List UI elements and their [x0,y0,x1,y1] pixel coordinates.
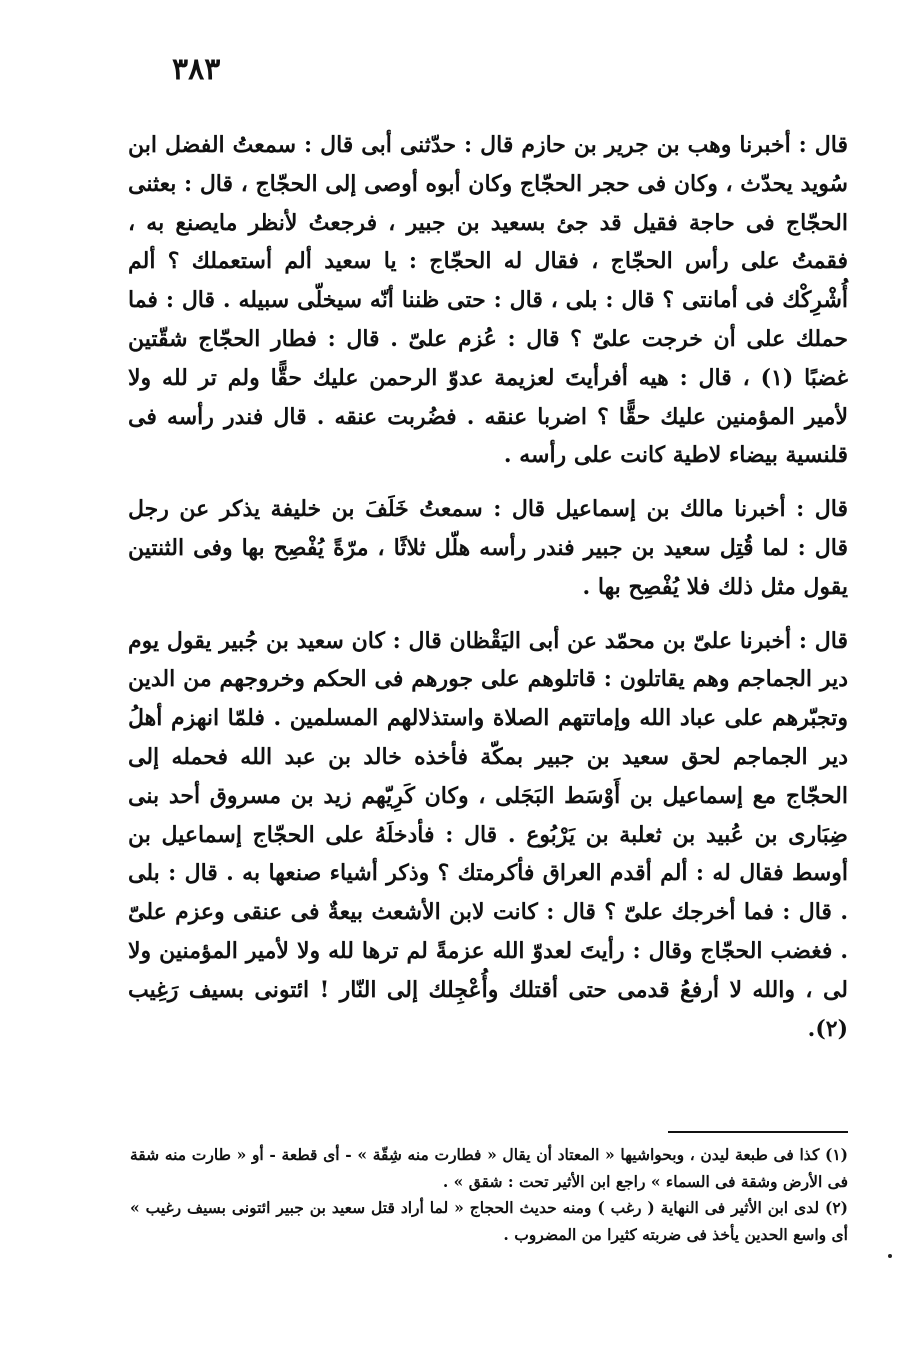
scan-speck [888,1254,892,1258]
footnote-2: (٢) لدى ابن الأثير فى النهاية ( رغب ) ومنه حديث الحجاج « لما أراد قتل سعيد بن جبير ائتونى بسيف رغيب » أى واسع الحدين يأخذ فى ضربته كثيرا من المضروب . [130,1198,848,1244]
paragraph-3: قال : أخبرنا علىّ بن محمّد عن أبى اليَقْظان قال : كان سعيد بن جُبير يقول يوم دير الجماجم وهم يقاتلون : قاتلوهم على جورهم فى الحكم وخروجهم من الدين وتجبّرهم على عباد الله وإماتتهم الصلاة واستذلالهم المسلمين . فلمّا انهزم أهلُ دير الجماجم لحق سعيد بن جبير بمكّة فأخذه خالد بن عبد الله فحمله إلى الحجّاج مع إسماعيل بن أَوْسَط البَجَلى ، وكان كَرِيّهم زيد بن مسروق أحد بنى ضِبَارى بن عُبيد بن ثعلبة بن يَرْبُوع . قال : فأدخلَهُ على الحجّاج إسماعيل بن أوسط فقال له : ألم أقدم العراق فأكرمتك ؟ وذكر أشياء صنعها به . قال : بلى . قال : فما أخرجك علىّ ؟ قال : كانت لابن الأشعث بيعةٌ فى عنقى وعزم علىّ . فغضب الحجّاج وقال : رأيتَ لعدوّ الله عزمةً لم ترها لله ولا لأمير المؤمنين ولا لى ، والله لا أرفعُ قدمى حتى أقتلك وأُعْجِلك إلى النّار ! ائتونى بسيف رَغِيب (٢). [128,627,848,1042]
page-number: ٣٨٣ [172,52,221,87]
footnote-separator [668,1131,848,1133]
paragraph-1: قال : أخبرنا وهب بن جرير بن حازم قال : حدّثنى أبى قال : سمعتُ الفضل ابن سُويد يحدّث ، وكان فى حجر الحجّاج وكان أبوه أوصى إلى الحجّاج ، قال : بعثنى الحجّاج فى حاجة فقيل قد جئ بسعيد بن جبير ، فرجعتُ لأنظر مايصنع به ، فقمتُ على رأس الحجّاج ، فقال له الحجّاج : يا سعيد ألم أستعملك ؟ ألم أُشْرِكْك فى أمانتى ؟ قال : بلى ، قال : حتى ظننا أنّه سيخلّى سبيله . قال : فما حملك على أن خرجت علىّ ؟ قال : عُزم علىّ . قال : فطار الحجّاج شقّتين غضبًا (١) ، قال : هيه أفرأيتَ لعزيمة عدوّ الرحمن عليك حقًّا ولم تر لله ولا لأمير المؤمنين عليك حقًّا ؟ اضربا عنقه . فضُربت عنقه . قال فندر رأسه فى قلنسية بيضاء لاطية كانت على رأسه . [128,132,848,469]
paragraph-2: قال : أخبرنا مالك بن إسماعيل قال : سمعتُ خَلَفَ بن خليفة يذكر عن رجل قال : لما قُتِل سعيد بن جبير فندر رأسه هلّل ثلاثًا ، مرّةً يُفْصِح بها وفى الثنتين يقول مثل ذلك فلا يُفْصِح بها . [128,496,848,600]
footnote-1: (١) كذا فى طبعة ليدن ، وبحواشيها « المعتاد أن يقال « فطارت منه شِقّة » - أى قطعة - أو « طارت منه شقة فى الأرض وشقة فى السماء » راجع ابن الأثير تحت : شقق » . [130,1145,848,1191]
footnotes [130,1142,848,1248]
main-text [128,126,848,1048]
